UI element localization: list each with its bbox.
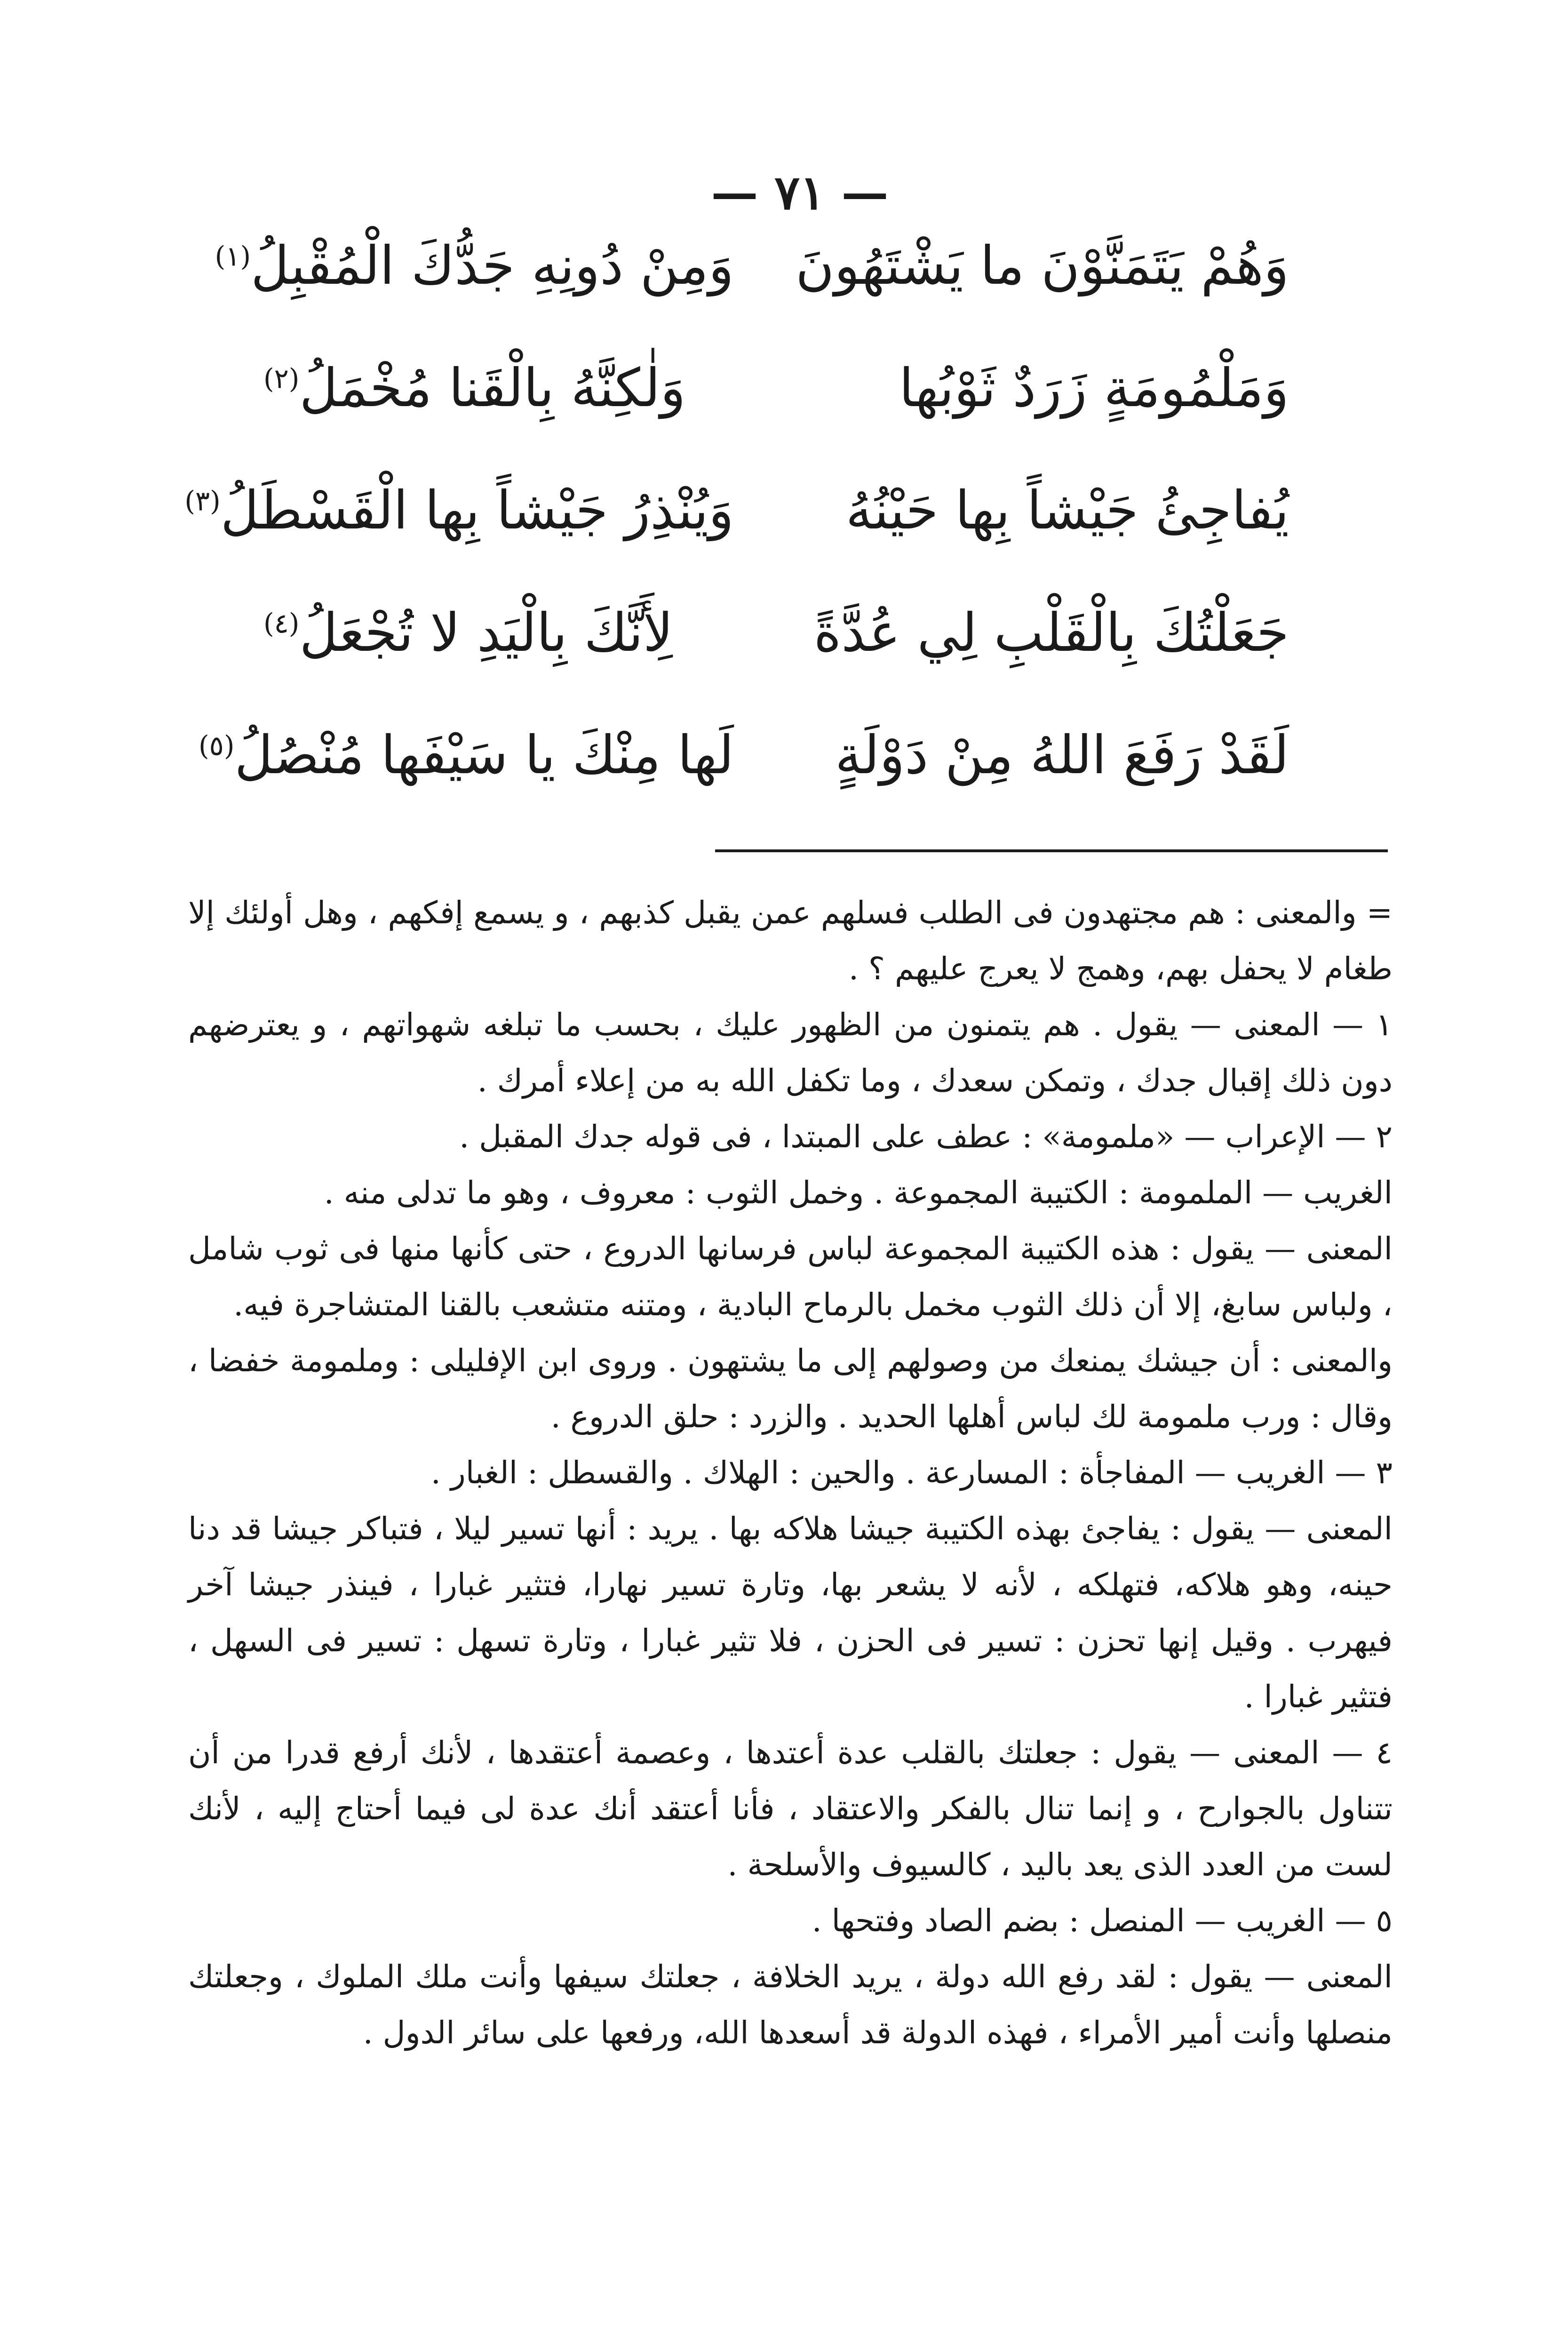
second-hemistich-text: وَلٰكِنَّهُ بِالْقَنا مُخْمَلُ <box>299 358 686 419</box>
first-hemistich: جَعَلْتُكَ بِالْقَلْبِ لِي عُدَّةً <box>813 602 1289 664</box>
verse-line <box>215 235 1289 358</box>
separator-rule <box>715 849 1388 852</box>
commentary <box>188 885 1393 2061</box>
second-hemistich <box>263 358 734 419</box>
second-hemistich <box>199 725 734 786</box>
commentary-paragraph: الغريب — الملمومة : الكتيبة المجموعة . وخمل الثوب : معروف ، وهو ما تدلى منه . <box>324 1175 1393 1211</box>
footnote-marker: (١) <box>215 240 251 272</box>
commentary-paragraph: ٤ — المعنى — يقول : جعلتك بالقلب عدة أعتدها ، وعصمة أعتقدها ، لأنك أرفع قدرا من أن تتناول بالجوارح ، و إنما تنال بالفكر والاعتقاد ، فأنا أعتقد أنك عدة لى فيما أحتاج إليه ، لأنك لست من العدد الذى يعد باليد ، كالسيوف والأسلحة . <box>188 1735 1393 1883</box>
second-hemistich-text: وَمِنْ دُونِهِ جَدُّكَ الْمُقْبِلُ <box>251 235 734 296</box>
second-hemistich <box>184 480 734 541</box>
footnote-marker: (٤) <box>263 607 300 640</box>
commentary-paragraph: المعنى — يقول : هذه الكتيبة المجموعة لباس فرسانها الدروع ، حتى كأنها منها فى ثوب شامل ، ولباس سابغ، إلا أن ذلك الثوب مخمل بالرماح البادية ، ومتنه متشعب بالقنا المتشاجرة فيه. <box>188 1231 1393 1323</box>
commentary-paragraph: والمعنى : أن جيشك يمنعك من وصولهم إلى ما يشتهون . وروى ابن الإفليلى : وملمومة خفضا ، وقال : ورب ملمومة لك لباس أهلها الحديد . والزرد : حلق الدروع . <box>188 1343 1393 1435</box>
footnote-marker: (٣) <box>184 485 221 517</box>
footnote-marker: (٥) <box>199 729 235 762</box>
verse-line <box>184 480 1289 602</box>
second-hemistich-text: لِأَنَّكَ بِالْيَدِ لا تُجْعَلُ <box>299 602 673 664</box>
commentary-paragraph: المعنى — يقول : يفاجئ بهذه الكتيبة جيشا هلاكه بها . يريد : أنها تسير ليلا ، فتباكر جيشا قد دنا حينه، وهو هلاكه، فتهلكه ، لأنه لا يشعر بها، وتارة تسير نهارا، فتثير غبارا ، فينذر جيشا آخر فيهرب . وقيل إنها تحزن : تسير فى الحزن ، فلا تثير غبارا ، وتارة تسهل : تسير فى السهل ، فتثير غبارا . <box>188 1511 1393 1715</box>
commentary-paragraph: ٢ — الإعراب — «ملمومة» : عطف على المبتدا ، فى قوله جدك المقبل . <box>459 1119 1393 1155</box>
commentary-paragraph: المعنى — يقول : لقد رفع الله دولة ، يريد الخلافة ، جعلتك سيفها وأنت ملك الملوك ، وجعلتك منصلها وأنت أمير الأمراء ، فهذه الدولة قد أسعدها الله، ورفعها على سائر الدول . <box>188 1959 1393 2051</box>
second-hemistich-text: لَها مِنْكَ يا سَيْفَها مُنْصُلُ <box>234 725 734 786</box>
verse-line <box>263 358 1289 480</box>
footnote-marker: (٢) <box>263 362 300 395</box>
poem-verses <box>184 235 1289 847</box>
first-hemistich: لَقَدْ رَفَعَ اللهُ مِنْ دَوْلَةٍ <box>835 725 1289 786</box>
commentary-paragraph: ٥ — الغريب — المنصل : بضم الصاد وفتحها . <box>812 1903 1393 1939</box>
second-hemistich <box>215 235 734 296</box>
first-hemistich: وَمَلْمُومَةٍ زَرَدٌ ثَوْبُها <box>899 358 1289 419</box>
second-hemistich-text: وَيُنْذِرُ جَيْشاً بِها الْقَسْطَلُ <box>220 480 734 541</box>
page-number: — ٧١ — <box>711 165 889 220</box>
verse-line <box>263 602 1289 725</box>
second-hemistich <box>263 602 734 664</box>
first-hemistich: وَهُمْ يَتَمَنَّوْنَ ما يَشْتَهُونَ <box>796 235 1289 296</box>
first-hemistich: يُفاجِئُ جَيْشاً بِها حَيْنُهُ <box>845 480 1289 541</box>
commentary-paragraph: ٣ — الغريب — المفاجأة : المسارعة . والحين : الهلاك . والقسطل : الغبار . <box>430 1455 1393 1491</box>
commentary-paragraph: = والمعنى : هم مجتهدون فى الطلب فسلهم عمن يقبل كذبهم ، و يسمع إفكهم ، وهل أولئك إلا طغام لا يحفل بهم، وهمج لا يعرج عليهم ؟ . <box>188 895 1393 987</box>
verse-line <box>199 725 1289 847</box>
commentary-paragraph: ١ — المعنى — يقول . هم يتمنون من الظهور عليك ، بحسب ما تبلغه شهواتهم ، و يعترضهم دون ذلك إقبال جدك ، وتمكن سعدك ، وما تكفل الله به من إعلاء أمرك . <box>188 1007 1393 1099</box>
